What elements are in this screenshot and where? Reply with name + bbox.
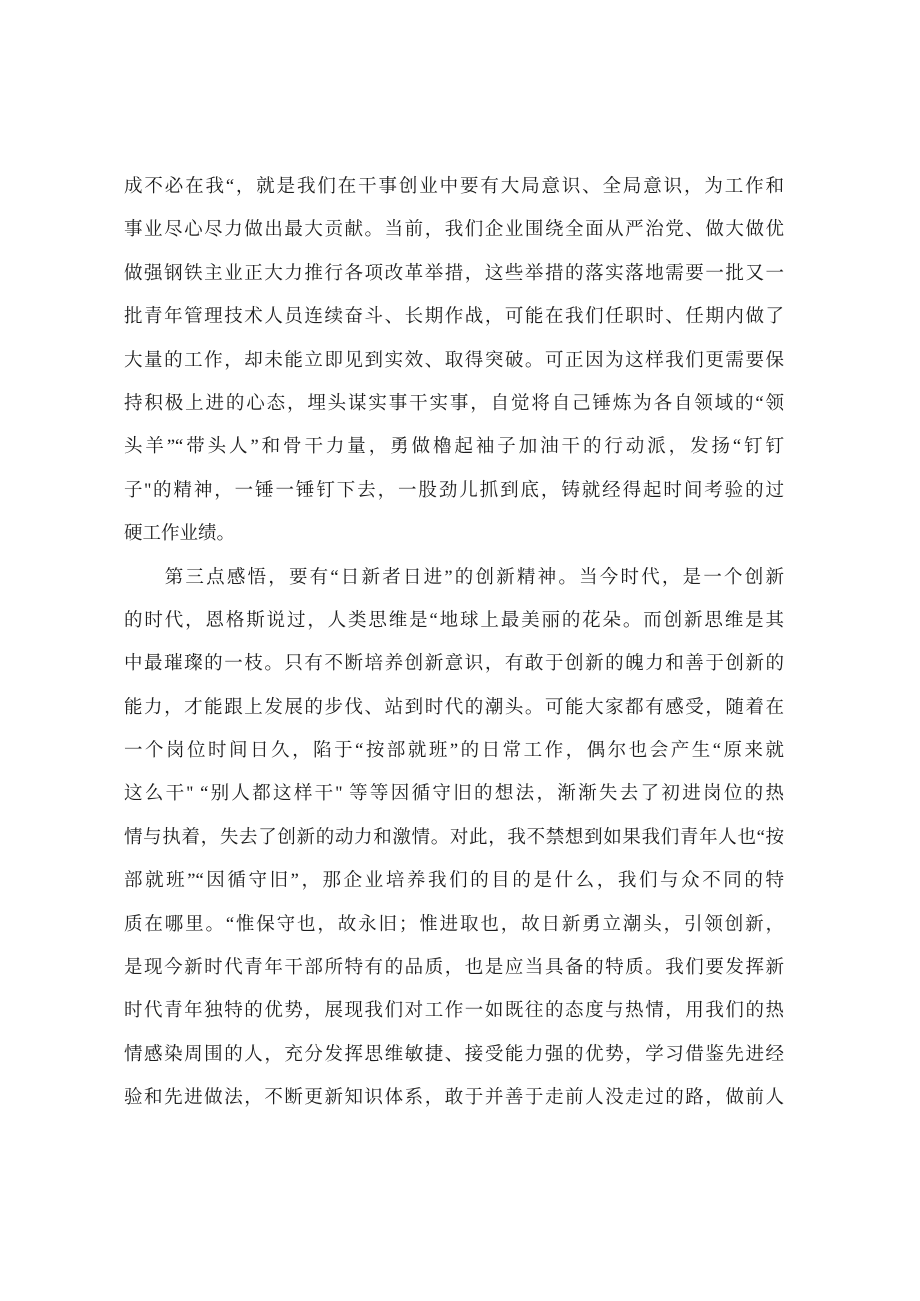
text-line: 中最璀璨的一枝。只有不断培养创新意识，有敢于创新的魄力和善于创新的 (124, 654, 784, 675)
text-line: 一个岗位时间日久，陷于“按部就班”的日常工作，偶尔也会产生“原来就 (124, 741, 784, 762)
text-line: 成不必在我“，就是我们在干事创业中要有大局意识、全局意识，为工作和 (124, 177, 784, 197)
text-line: 的时代，恩格斯说过，人类思维是“地球上最美丽的花朵。而创新思维是其 (124, 610, 784, 631)
text-line: 批青年管理技术人员连续奋斗、长期作战，可能在我们任职时、任期内做了 (124, 307, 784, 328)
text-line: 第三点感悟，要有“日新者日进”的创新精神。当今时代，是一个创新 (164, 567, 784, 588)
text-line: 质在哪里。“惟保守也，故永旧；惟进取也，故日新勇立潮头，引领创新， (124, 914, 784, 935)
text-line: 是现今新时代青年干部所特有的品质，也是应当具备的特质。我们要发挥新 (124, 958, 784, 979)
text-line: 能力，才能跟上发展的步伐、站到时代的潮头。可能大家都有感受，随着在 (124, 697, 784, 718)
text-line: 头羊”“带头人”和骨干力量，勇做櫓起袖子加油干的行动派，发扬“钉钉 (124, 437, 784, 458)
text-line: 验和先进做法，不断更新知识体系，敢于并善于走前人没走过的路，做前人 (124, 1088, 784, 1109)
text-line: 事业尽心尽力做出最大贡献。当前，我们企业围绕全面从严治党、做大做优 (124, 220, 784, 241)
paragraph-1 (124, 166, 784, 557)
text-line: 持积极上进的心态，埋头谋实事干实事，自觉将自己锤炼为各自领域的“领 (124, 393, 784, 414)
text-line: 做强钢铁主业正大力推行各项改革举措，这些举措的落实落地需要一批又一 (124, 263, 784, 284)
text-line: 部就班”“因循守旧”，那企业培养我们的目的是什么，我们与众不同的特 (124, 871, 784, 892)
text-line: 这么干'' “别人都这样干'' 等等因循守旧的想法，渐渐失去了初进岗位的热 (124, 784, 784, 805)
document-text-block (124, 166, 784, 1121)
text-line: 子''的精神，一锤一锤钉下去，一股劲儿抓到底，铸就经得起时间考验的过 (124, 480, 784, 501)
text-line: 情感染周围的人，充分发挥思维敏捷、接受能力强的优势，学习借鉴先进经 (124, 1044, 784, 1065)
text-line: 情与执着，失去了创新的动力和激情。对此，我不禁想到如果我们青年人也“按 (124, 827, 784, 848)
paragraph-2 (124, 557, 784, 1121)
text-line: 大量的工作，却未能立即见到实效、取得突破。可正因为这样我们更需要保 (124, 350, 784, 371)
text-line: 硬工作业绩。 (124, 524, 236, 545)
text-line: 时代青年独特的优势，展现我们对工作一如既往的态度与热情，用我们的热 (124, 1001, 784, 1022)
